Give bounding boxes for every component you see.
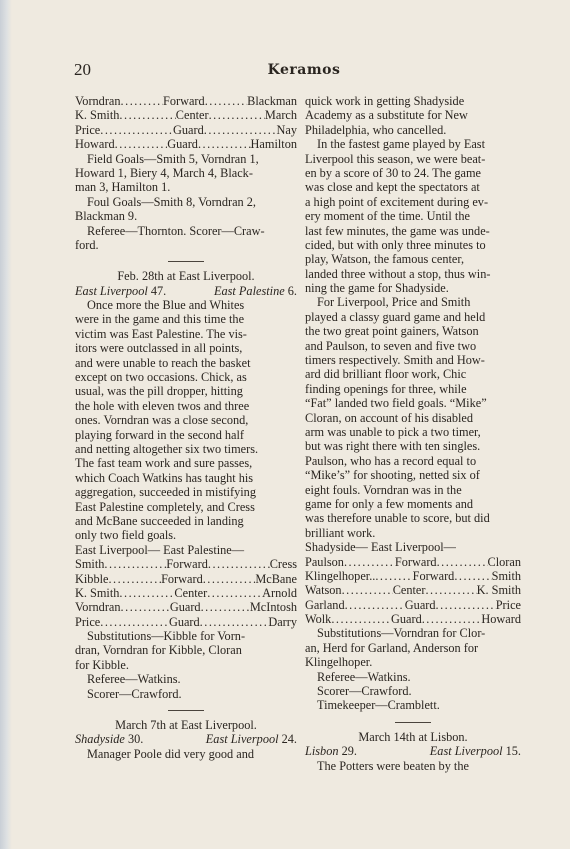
text-line: Timekeeper—Cramblett. xyxy=(317,698,440,713)
text-line: Referee—Watkins. xyxy=(317,669,411,684)
text-line: Once more the Blue and Whites xyxy=(87,298,245,313)
text-line: but was right there with ten singles. xyxy=(305,439,481,454)
game-heading: Feb. 28th at East Liverpool. xyxy=(117,269,255,284)
game-score: Shadyside 30. East Liverpool 24. xyxy=(75,732,297,747)
text-line: Referee—Thornton. Scorer—Craw- xyxy=(87,223,265,238)
text-line: The Potters were beaten by the xyxy=(317,758,469,773)
text-line: was close and kept the spectators at xyxy=(305,180,480,195)
text-line: Foul Goals—Smith 8, Vorndran 2, xyxy=(87,194,256,209)
text-line: play, Watson, the famous center, xyxy=(305,252,465,267)
text-line: for Kibble. xyxy=(75,657,129,672)
running-title: Keramos xyxy=(267,62,341,78)
text-line: an, Herd for Garland, Anderson for xyxy=(305,640,479,655)
lineup-row: Watson ..... Center ..... K. Smith xyxy=(305,583,521,597)
text-line: Howard 1, Biery 4, March 4, Black- xyxy=(75,165,253,180)
text-line: game for only a few moments and xyxy=(305,496,474,511)
game-1-stats xyxy=(75,152,297,253)
text-line: man 3, Hamilton 1. xyxy=(75,180,171,195)
text-line: ery moment of the time. Until the xyxy=(305,209,470,224)
text-line: except on two occasions. Chick, as xyxy=(75,370,247,385)
text-line: East Palestine completely, and Cress xyxy=(75,499,255,514)
text-line: Klingelhoper. xyxy=(305,655,373,670)
text-line: “Fat” landed two field goals. “Mike” xyxy=(305,396,487,411)
text-line: Liverpool this season, we were beat- xyxy=(305,151,486,166)
text-line: timers respectively. Smith and How- xyxy=(305,353,485,368)
lineup-row: Garland ..... Guard ..... Price xyxy=(305,598,521,612)
text-line: the hole with eleven twos and three xyxy=(75,398,250,413)
lineup-row: K. Smith ..... Center ..... Arnold xyxy=(75,586,297,600)
left-column xyxy=(75,94,297,761)
text-line: Substitutions—Kibble for Vorn- xyxy=(87,629,246,644)
game-4-report xyxy=(305,730,521,773)
text-line: Blackman 9. xyxy=(75,209,138,224)
text-line: eight fouls. Vorndran was in the xyxy=(305,482,462,497)
text-line: Philadelphia, who cancelled. xyxy=(305,122,447,137)
text-line: aggregation, succeeded in mistifying xyxy=(75,485,256,500)
game-score: Lisbon 29. East Liverpool 15. xyxy=(305,744,521,759)
lineup-row: Wolk ..... Guard ..... Howard xyxy=(305,612,521,626)
text-line: dran, Vorndran for Kibble, Cloran xyxy=(75,643,242,658)
text-line: Paulson, who has a record equal to xyxy=(305,453,477,468)
text-line: arm was unable to pick a two timer, xyxy=(305,424,481,439)
lineup-teams: East Liverpool— East Palestine— xyxy=(75,542,245,557)
game-3-report xyxy=(75,718,297,761)
text-line: finding openings for three, while xyxy=(305,381,467,396)
text-line: itors were outclassed in all points, xyxy=(75,341,243,356)
text-line: Referee—Watkins. xyxy=(87,672,181,687)
text-line: Field Goals—Smith 5, Vorndran 1, xyxy=(87,151,259,166)
text-line: cided, but with only three minutes to xyxy=(305,237,486,252)
text-line: Scorer—Crawford. xyxy=(87,686,182,701)
game-score: East Liverpool 47. East Palestine 6. xyxy=(75,283,297,298)
lineup-row: Price ..... Guard ..... Darry xyxy=(75,615,297,629)
text-line: landed three without a stop, thus win- xyxy=(305,266,491,281)
game-2-report xyxy=(75,269,297,701)
lineup-row: Kibble ..... Forward ..... McBane xyxy=(75,572,297,586)
text-line: was therefore unable to score, but did xyxy=(305,511,490,526)
text-line: last few minutes, the game was unde- xyxy=(305,223,490,238)
text-line: brilliant work. xyxy=(305,525,376,540)
text-line: Manager Poole did very good and xyxy=(87,746,254,761)
game-heading: March 14th at Lisbon. xyxy=(358,729,468,744)
page-number: 20 xyxy=(74,60,91,79)
text-line: en by a score of 30 to 24. The game xyxy=(305,165,481,180)
book-spine-shadow xyxy=(0,0,12,849)
text-line: victim was East Palestine. The vis- xyxy=(75,326,247,341)
text-line: which Coach Watkins has taught his xyxy=(75,470,254,485)
text-line: ard did brilliant floor work, Chic xyxy=(305,367,467,382)
lineup-row: Paulson ..... Forward ..... Cloran xyxy=(305,555,521,569)
right-column xyxy=(305,94,521,773)
lineup-row: Vorndran ..... Guard ..... McIntosh xyxy=(75,600,297,614)
text-line: ones. Vorndran was a close second, xyxy=(75,413,249,428)
lineup-row: Vorndran ..... Forward ..... Blackman xyxy=(75,94,297,108)
game-heading: March 7th at East Liverpool. xyxy=(115,718,257,733)
lineup-row: Price ..... Guard ..... Nay xyxy=(75,123,297,137)
lineup-teams: Shadyside— East Liverpool— xyxy=(305,540,456,555)
lineup-table-1 xyxy=(75,94,297,152)
text-line: a high point of excitement during ev- xyxy=(305,194,489,209)
text-line: played a classy guard game and held xyxy=(305,309,486,324)
text-line: For Liverpool, Price and Smith xyxy=(317,295,471,310)
text-line: and were unable to reach the basket xyxy=(75,355,251,370)
text-line: “Mike’s” for shooting, netted six of xyxy=(305,468,480,483)
text-line: usual, was the pill dropper, hitting xyxy=(75,384,243,399)
text-line: Substitutions—Vorndran for Clor- xyxy=(317,626,486,641)
lineup-row: K. Smith ..... Center ..... March xyxy=(75,108,297,122)
lineup-table-2 xyxy=(75,557,297,629)
text-line: and netting altogether six two timers. xyxy=(75,441,259,456)
text-line: quick work in getting Shadyside xyxy=(305,94,465,108)
lineup-row: Smith ..... Forward ..... Cress xyxy=(75,557,297,571)
text-line: Cloran, on account of his disabled xyxy=(305,410,474,425)
section-divider xyxy=(168,710,204,711)
text-line: ford. xyxy=(75,237,99,252)
text-line: The fast team work and sure passes, xyxy=(75,456,253,471)
text-line: In the fastest game played by East xyxy=(317,137,486,152)
text-line: playing forward in the second half xyxy=(75,427,245,442)
text-line: only two field goals. xyxy=(75,528,177,543)
text-line: Academy as a substitute for New xyxy=(305,108,468,123)
text-line: the two great point gainers, Watson xyxy=(305,324,479,339)
text-line: and Paulson, to seven and five two xyxy=(305,338,477,353)
page-header xyxy=(74,60,534,82)
lineup-table-3 xyxy=(305,555,521,627)
text-line: Scorer—Crawford. xyxy=(317,684,412,699)
text-line: ning the game for Shadyside. xyxy=(305,281,449,296)
section-divider xyxy=(168,261,204,262)
lineup-row: Howard ..... Guard ..... Hamilton xyxy=(75,137,297,151)
text-line: were in the game and this time the xyxy=(75,312,245,327)
text-line: and McBane succeeded in landing xyxy=(75,513,244,528)
lineup-row: Klingelhoper.. ..... Forward ..... Smith xyxy=(305,569,521,583)
section-divider xyxy=(395,722,431,723)
